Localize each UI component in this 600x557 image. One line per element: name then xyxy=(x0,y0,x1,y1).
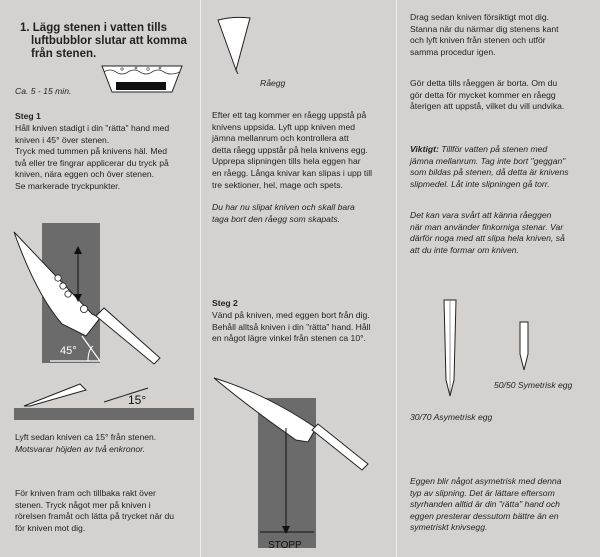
text-line: två eller tre fingrar applicerar du tryck på xyxy=(15,157,169,168)
text-line: slipmedel. Låt inte slipningen gå torr. xyxy=(410,178,550,189)
text-line: Drag sedan kniven försiktigt mot dig. xyxy=(410,12,549,22)
text-line: Tillför vatten på stenen med xyxy=(438,144,548,154)
pressure-point xyxy=(60,283,66,289)
important-text xyxy=(410,144,600,190)
text-line: jämna mellanrum. Tag inte bort "geggan" xyxy=(410,155,566,166)
lift-text xyxy=(15,432,200,455)
text-line: Lyft sedan kniven ca 15° från stenen. xyxy=(15,432,157,442)
step2-knife-illustration xyxy=(200,368,396,557)
step1-text xyxy=(15,123,200,193)
burr-italic-text xyxy=(212,202,396,225)
text-line: därför noga med att slipa hela kniven, så xyxy=(410,233,565,244)
burr-illustration xyxy=(214,14,264,74)
text-line: när man använder finkorniga stenar. Var xyxy=(410,221,564,232)
text-line: en råegg. Långa knivar kan slipas i upp till xyxy=(212,167,373,178)
burr-text xyxy=(212,110,396,191)
title-line: luftbubblor slutar att komma xyxy=(31,35,187,47)
angle-45-label: 45° xyxy=(60,345,77,357)
column-middle xyxy=(200,0,396,557)
text-line: knivens uppsida. Lyft upp kniven med xyxy=(212,121,355,132)
hard-to-feel-text xyxy=(410,210,600,256)
text-line: tre sektioner, hel, mage och spets. xyxy=(212,179,343,190)
pressure-point xyxy=(65,291,71,297)
burr-tip xyxy=(236,70,238,74)
duration-text: Ca. 5 - 15 min. xyxy=(15,86,72,96)
text-line: styrhanden alltid är din "rätta" hand och xyxy=(410,499,560,510)
water-bowl-illustration xyxy=(100,60,184,96)
lift-15-degree-illustration xyxy=(0,378,200,428)
text-line: Du har nu slipat kniven och skall bara xyxy=(212,202,355,212)
text-line: eggen presterar dessutom bättre än en xyxy=(410,510,559,521)
text-line: gör detta för mycket kommer en råegg xyxy=(410,89,556,100)
text-line: rörelsen framåt och lätta på trycket när du xyxy=(15,511,175,522)
wedge-fill xyxy=(24,384,86,406)
drag-text xyxy=(410,12,600,58)
text-line: Det kan vara svårt att känna råeggen xyxy=(410,210,552,220)
knife-45-degree-illustration xyxy=(0,218,200,368)
stone-slab xyxy=(14,408,194,420)
important-label: Viktigt: xyxy=(410,144,439,154)
pressure-point xyxy=(80,305,87,312)
text-line: Behåll alltså kniven i din "rätta" hand. Håll xyxy=(212,321,371,332)
title-line: från stenen. xyxy=(31,48,97,60)
text-line: Håll kniven stadigt i din "rätta" hand med xyxy=(15,123,170,133)
knife-handle xyxy=(96,308,160,364)
column-left xyxy=(0,0,200,557)
forward-text xyxy=(15,488,200,534)
blade-cross-section xyxy=(218,17,250,70)
step2-text xyxy=(212,310,396,345)
text-line: återigen att uppstå, vilket du vill undvika. xyxy=(410,101,565,112)
burr-caption: Råegg xyxy=(260,78,286,88)
text-line: en något lägre vinkel från stenen ca 10°. xyxy=(212,333,366,344)
edge-asymmetry-text xyxy=(410,476,600,534)
text-line: kniven, nära eggen och över stenen. xyxy=(15,169,155,180)
text-line: Se markerade tryckpunkter. xyxy=(15,180,121,191)
text-line: Stanna när du närmar dig stenens kant xyxy=(410,23,559,34)
step2-heading: Steg 2 xyxy=(212,298,238,308)
repeat-text xyxy=(410,78,600,113)
text-line: Upprepa slipningen tills hela eggen har xyxy=(212,156,361,167)
text-line: symetriskt knivsegg. xyxy=(410,522,488,533)
knife-handle xyxy=(312,424,368,470)
symmetric-edge-profile xyxy=(520,322,528,370)
pressure-point xyxy=(55,275,61,281)
text-line: som bildas på stenen, då detta är knivens xyxy=(410,167,569,178)
text-line: taga bort den råegg som skapats. xyxy=(212,213,341,224)
stop-label: STOPP xyxy=(268,540,302,551)
text-line: stenen. Tryck något mer på kniven i xyxy=(15,499,151,510)
symmetric-edge-label: 50/50 Symetrisk egg xyxy=(494,380,573,390)
text-line: För kniven fram och tillbaka rakt över xyxy=(15,488,156,498)
text-line: kniven i 45° över stenen. xyxy=(15,134,110,145)
section-title xyxy=(20,22,200,61)
text-line: att du inte formar om kniven. xyxy=(410,244,519,255)
text-line: jämna mellanrum och kontrollera att xyxy=(212,133,349,144)
angle-15-label: 15° xyxy=(128,393,147,407)
column-right xyxy=(396,0,600,557)
text-line: typ av slipning. Det är lättare eftersom xyxy=(410,487,555,498)
text-line: för kniven mot dig. xyxy=(15,522,86,533)
text-line: Gör detta tills råeggen är borta. Om du xyxy=(410,78,558,88)
text-line: Tryck med tummen på knivens häl. Med xyxy=(15,146,168,157)
stone-in-water xyxy=(116,82,166,90)
text-line: och lyft kniven från stenen och utför xyxy=(410,35,546,46)
text-line: Efter ett tag kommer en råegg uppstå på xyxy=(212,110,367,120)
title-line: 1. Lägg stenen i vatten tills xyxy=(20,22,167,34)
step1-heading: Steg 1 xyxy=(15,111,41,121)
text-line: Vänd på kniven, med eggen bort från dig. xyxy=(212,310,370,320)
text-line-italic: Motsvarar höjden av två enkronor. xyxy=(15,443,146,454)
asymmetric-edge-label: 30/70 Asymetrisk egg xyxy=(410,412,493,422)
text-line: samma procedur igen. xyxy=(410,46,496,57)
text-line: detta råegg uppstår på hela knivens egg. xyxy=(212,144,368,155)
text-line: Eggen blir något asymetrisk med denna xyxy=(410,476,562,486)
